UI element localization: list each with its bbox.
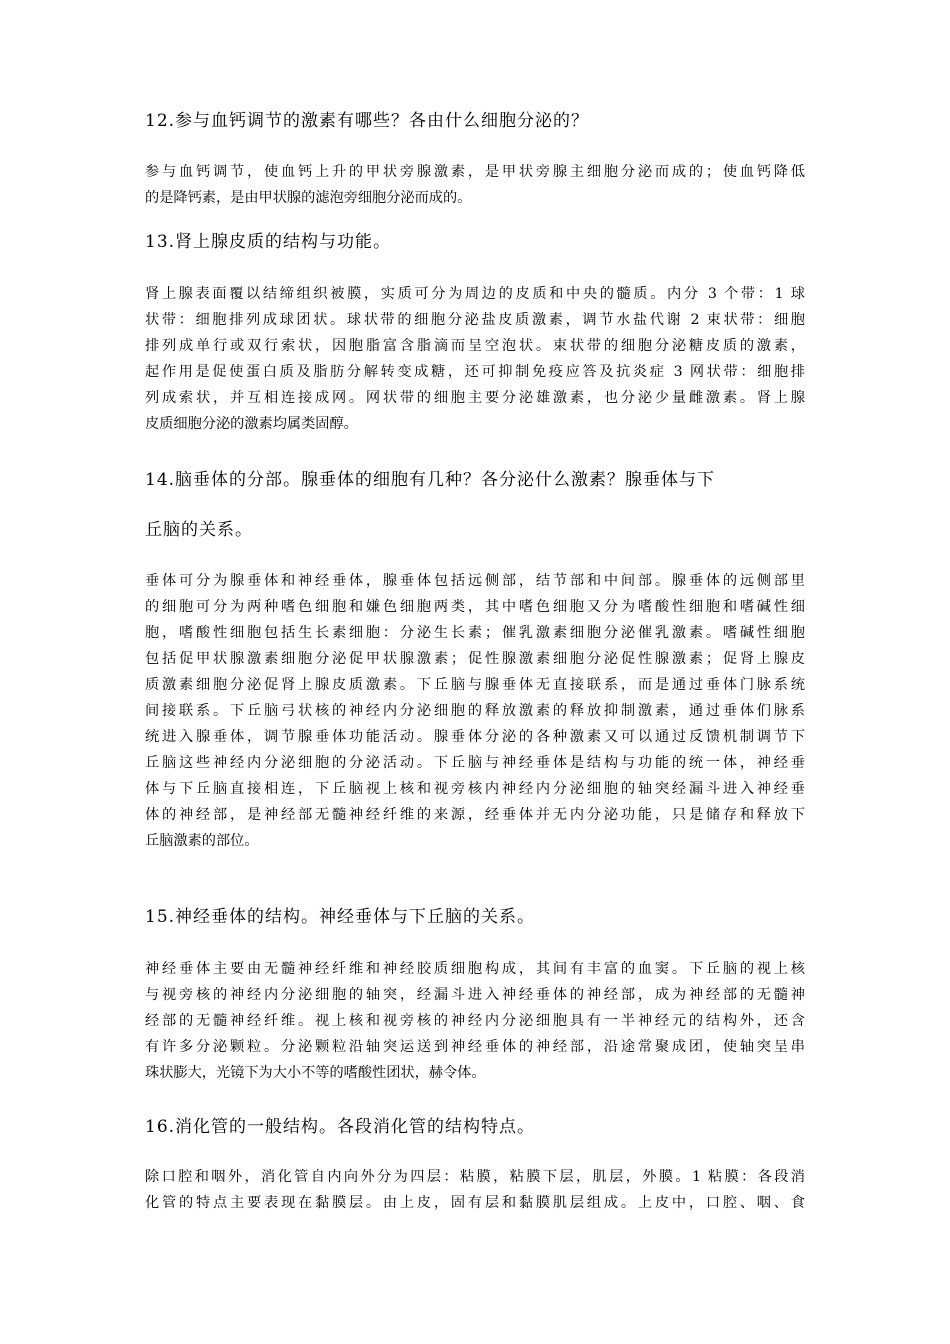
paragraph-line: 的是降钙素，是由甲状腺的滤泡旁细胞分泌而成的。 (145, 190, 472, 206)
paragraph-line: 的细胞可分为两种嗜色细胞和嫌色细胞两类，其中嗜色细胞又分为嗜酸性细胞和嗜碱性细 (145, 599, 805, 615)
paragraph-line: 丘脑这些神经内分泌细胞的分泌活动。下丘脑与神经垂体是结构与功能的统一体，神经垂 (145, 755, 805, 771)
paragraph-line: 有许多分泌颗粒。分泌颗粒沿轴突运送到神经垂体的神经部，沿途常聚成团，使轴突呈串 (145, 1039, 805, 1055)
paragraph-line: 皮质细胞分泌的激素均属类固醇。 (145, 416, 358, 432)
section-15-paragraph (145, 956, 805, 1086)
section-12-heading: 12.参与血钙调节的激素有哪些？各由什么细胞分泌的？ (145, 111, 590, 131)
paragraph-line: 神经垂体主要由无髓神经纤维和神经胶质细胞构成，其间有丰富的血窦。下丘脑的视上核 (145, 961, 805, 977)
section-14-heading: 14.脑垂体的分部。腺垂体的细胞有几种？各分泌什么激素？腺垂体与下 (145, 470, 716, 490)
paragraph-line: 化管的特点主要表现在黏膜层。由上皮，固有层和黏膜肌层组成。上皮中，口腔、咽、食 (145, 1195, 805, 1211)
paragraph-line: 垂体可分为腺垂体和神经垂体，腺垂体包括远侧部，结节部和中间部。腺垂体的远侧部里 (145, 573, 805, 589)
paragraph-line: 质激素细胞分泌促肾上腺皮质激素。下丘脑与腺垂体无直接联系，而是通过垂体门脉系统 (145, 677, 805, 693)
section-12-paragraph (145, 159, 805, 211)
paragraph-line: 统进入腺垂体，调节腺垂体功能活动。腺垂体分泌的各种激素又可以通过反馈机制调节下 (145, 729, 805, 745)
section-15-heading: 15.神经垂体的结构。神经垂体与下丘脑的关系。 (145, 907, 536, 927)
paragraph-line: 胞，嗜酸性细胞包括生长素细胞：分泌生长素；催乳激素细胞分泌催乳激素。嗜碱性细胞 (145, 625, 805, 641)
paragraph-line: 与视旁核的神经内分泌细胞的轴突，经漏斗进入神经垂体的神经部，成为神经部的无髓神 (145, 987, 805, 1003)
paragraph-line: 间接联系。下丘脑弓状核的神经内分泌细胞的释放激素的释放抑制激素，通过垂体们脉系 (145, 703, 805, 719)
section-13-paragraph (145, 281, 805, 437)
paragraph-line: 状带：细胞排列成球团状。球状带的细胞分泌盐皮质激素，调节水盐代谢 2 束状带：细胞 (145, 312, 805, 328)
paragraph-line: 珠状膨大，光镜下为大小不等的嗜酸性团状，赫令体。 (145, 1065, 486, 1081)
paragraph-line: 起作用是促使蛋白质及脂肪分解转变成糖，还可抑制免疫应答及抗炎症 3 网状带：细胞排 (145, 364, 805, 380)
paragraph-line: 包括促甲状腺激素细胞分泌促甲状腺激素；促性腺激素细胞分泌促性腺激素；促肾上腺皮 (145, 651, 805, 667)
paragraph-line: 体的神经部，是神经部无髓神经纤维的来源，经垂体并无内分泌功能，只是储存和释放下 (145, 807, 805, 823)
section-13-heading: 13.肾上腺皮质的结构与功能。 (145, 232, 392, 252)
paragraph-line: 排列成单行或双行索状，因胞脂富含脂滴而呈空泡状。束状带的细胞分泌糖皮质的激素， (145, 338, 805, 354)
paragraph-line: 体与下丘脑直接相连，下丘脑视上核和视旁核内神经内分泌细胞的轴突经漏斗进入神经垂 (145, 781, 805, 797)
paragraph-line: 列成索状，并互相连接成网。网状带的细胞主要分泌雄激素，也分泌少量雌激素。肾上腺 (145, 390, 805, 406)
paragraph-line: 经部的无髓神经纤维。视上核和视旁核的神经内分泌细胞具有一半神经元的结构外，还含 (145, 1013, 805, 1029)
paragraph-line: 丘脑激素的部位。 (145, 833, 259, 849)
section-14-paragraph (145, 568, 805, 854)
paragraph-line: 除口腔和咽外，消化管自内向外分为四层：粘膜，粘膜下层，肌层，外膜。1 粘膜：各段消 (145, 1169, 805, 1185)
paragraph-line: 参与血钙调节，使血钙上升的甲状旁腺激素，是甲状旁腺主细胞分泌而成的；使血钙降低 (145, 164, 805, 180)
section-16-paragraph (145, 1164, 805, 1216)
paragraph-line: 肾上腺表面覆以结缔组织被膜，实质可分为周边的皮质和中央的髓质。内分 3 个带：1 球 (145, 286, 805, 302)
section-16-heading: 16.消化管的一般结构。各段消化管的结构特点。 (145, 1117, 536, 1137)
section-14-heading-continued: 丘脑的关系。 (145, 520, 253, 540)
